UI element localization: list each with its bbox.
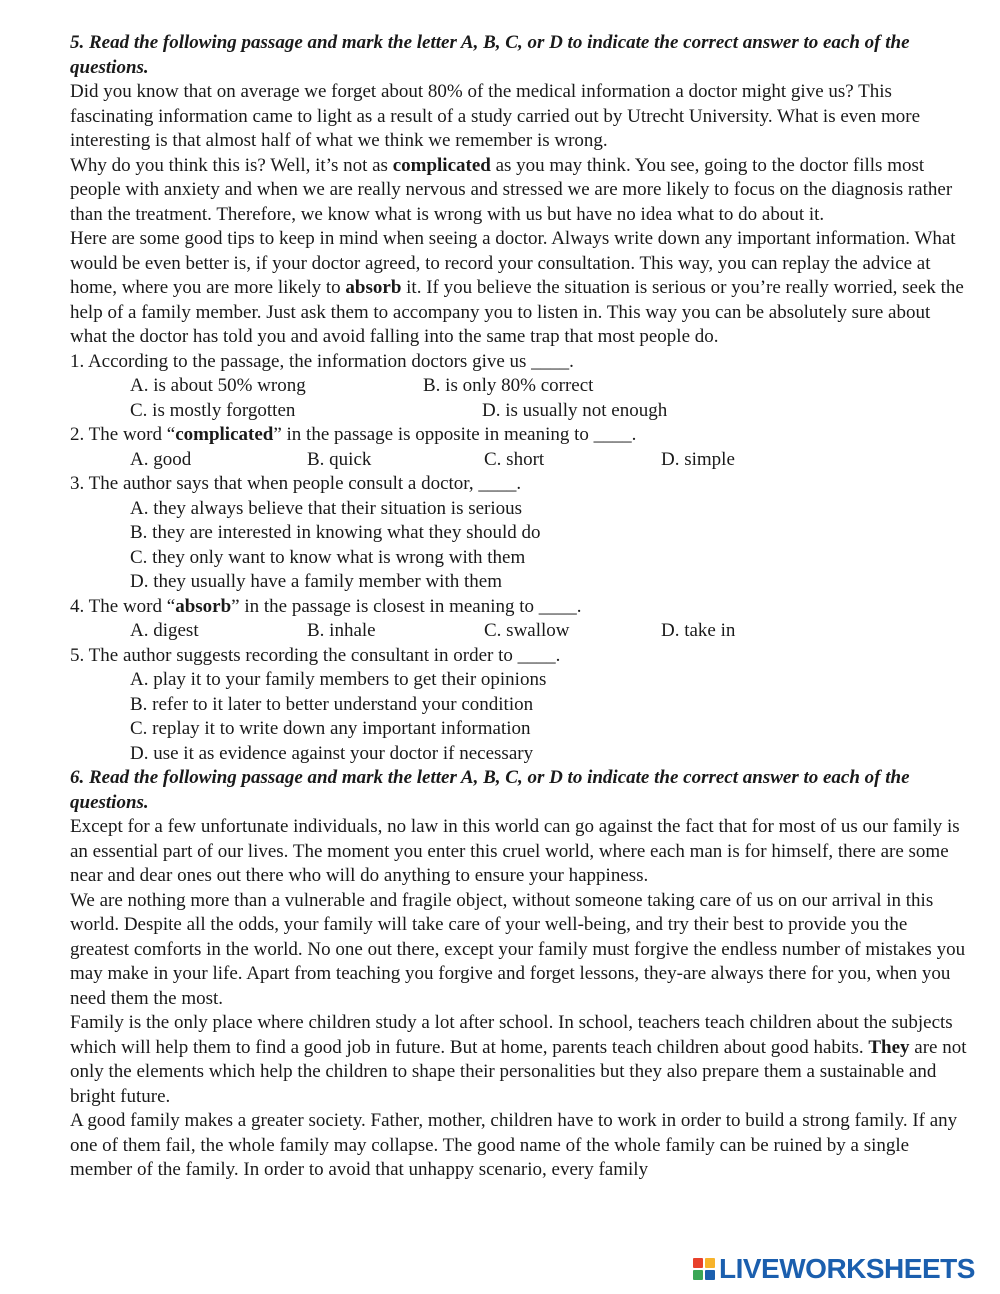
logo-square: [705, 1270, 715, 1280]
section-6-heading: 6. Read the following passage and mark the letter A, B, C, or D to indicate the correct answer to each of the questions.: [70, 767, 910, 813]
question-3-stem: 3. The author says that when people consult a doctor, ____.: [70, 473, 522, 494]
passage-2-paragraph-4: A good family makes a greater society. Father, mother, children have to work in order to build a strong family. If any one of them fail, the whole family may collapse. The good name of the whole family can be ruined by a single member of the family. In order to avoid that unhappy scenario, every family: [70, 1110, 958, 1180]
option-b[interactable]: B. inhale: [307, 620, 376, 641]
logo-text: LIVEWORKSHEETS: [719, 1253, 975, 1284]
question-5-stem: 5. The author suggests recording the consultant in order to ____.: [70, 644, 561, 666]
passage-2-paragraph-2: We are nothing more than a vulnerable and fragile object, without someone taking care of us on our arrival in this world. Despite all the odds, your family will take care of your well-being, and try their best to provide you the greatest comforts in the world. No one out there, except your family must forgive the endless number of mistakes you may make in your life. Apart from teaching you forgive and forget lessons, they-are always there for you, when you need them the most.: [70, 889, 966, 1009]
option-d[interactable]: D. is usually not enough: [482, 399, 668, 421]
option-c[interactable]: C. swallow: [484, 620, 570, 641]
worksheet-page: [70, 31, 970, 1183]
question-1-stem: 1. According to the passage, the information doctors give us ____.: [70, 350, 574, 372]
liveworksheets-logo: [693, 1254, 975, 1284]
option-d[interactable]: D. use it as evidence against your doctor if necessary: [130, 742, 534, 764]
option-b[interactable]: B. is only 80% correct: [423, 375, 594, 396]
logo-square: [705, 1258, 715, 1268]
logo-square: [693, 1258, 703, 1268]
logo-square: [693, 1270, 703, 1280]
option-d[interactable]: D. they usually have a family member with them: [130, 571, 502, 592]
option-a[interactable]: A. they always believe that their situation is serious: [130, 497, 523, 519]
option-b[interactable]: B. quick: [307, 448, 372, 470]
passage-2-paragraph-1: Except for a few unfortunate individuals, no law in this world can go against the fact that for most of us our family is an essential part of our lives. The moment you enter this cruel world, where each man is for himself, there are some near and dear ones out there who will do anything to ensure your happiness.: [70, 816, 960, 886]
question-1-options-row-1: [70, 374, 970, 399]
keyword-complicated: complicated: [392, 154, 491, 176]
passage-1-paragraph-1: Did you know that on average we forget about 80% of the medical information a doctor might give us? This fascinating information came to light as a result of a study carried out by Utrecht University. What is even more interesting is that almost half of what we think we remember is wrong.: [70, 81, 920, 151]
option-c[interactable]: C. replay it to write down any important information: [130, 718, 531, 739]
option-d[interactable]: D. take in: [661, 620, 736, 641]
question-2-options: [70, 448, 970, 473]
option-d[interactable]: D. simple: [661, 448, 735, 470]
option-b[interactable]: B. they are interested in knowing what they should do: [130, 522, 541, 543]
option-c[interactable]: C. short: [484, 448, 545, 470]
option-a[interactable]: A. is about 50% wrong: [130, 375, 306, 396]
question-2-stem: 2. The word “complicated” in the passage is opposite in meaning to ____.: [70, 424, 637, 445]
passage-1-paragraph-3: Here are some good tips to keep in mind when seeing a doctor. Always write down any important information. What would be even better is, if your doctor agreed, to record your consultation. This way, you can replay the advice at home, where you are more likely to absorb it. If you believe the situation is serious or you’re really worried, seek the help of a family member. Just ask them to accompany you to listen in. This way you can be absolutely sure about what the doctor has told you and avoid falling into the same trap that most people do.: [70, 228, 964, 347]
option-c[interactable]: C. is mostly forgotten: [130, 399, 296, 421]
option-c[interactable]: C. they only want to know what is wrong with them: [130, 546, 526, 568]
question-4-options: [70, 619, 970, 644]
question-4-stem: 4. The word “absorb” in the passage is closest in meaning to ____.: [70, 595, 582, 617]
option-a[interactable]: A. play it to your family members to get their opinions: [130, 669, 547, 690]
option-b[interactable]: B. refer to it later to better understand your condition: [130, 693, 534, 715]
option-a[interactable]: A. digest: [130, 620, 199, 641]
section-5-heading: 5. Read the following passage and mark the letter A, B, C, or D to indicate the correct answer to each of the questions.: [70, 32, 910, 78]
question-1-options-row-2: [70, 399, 970, 424]
keyword-they: They: [868, 1036, 910, 1058]
keyword-absorb: absorb: [345, 277, 402, 298]
logo-mark-icon: [693, 1258, 715, 1280]
option-a[interactable]: A. good: [130, 448, 192, 470]
passage-2-paragraph-3: Family is the only place where children study a lot after school. In school, teachers teach children about the subjects which will help them to find a good job in future. But at home, parents teach children about good habits. They are not only the elements which help the children to shape their personalities but they also prepare them a sustainable and bright future.: [70, 1012, 967, 1107]
passage-1-paragraph-2: Why do you think this is? Well, it’s not as complicated as you may think. You see, going to the doctor fills most people with anxiety and when we are really nervous and stressed we are more likely to focus on the diagnosis rather than the treatment. Therefore, we know what is wrong with us but have no idea what to do about it.: [70, 154, 953, 225]
